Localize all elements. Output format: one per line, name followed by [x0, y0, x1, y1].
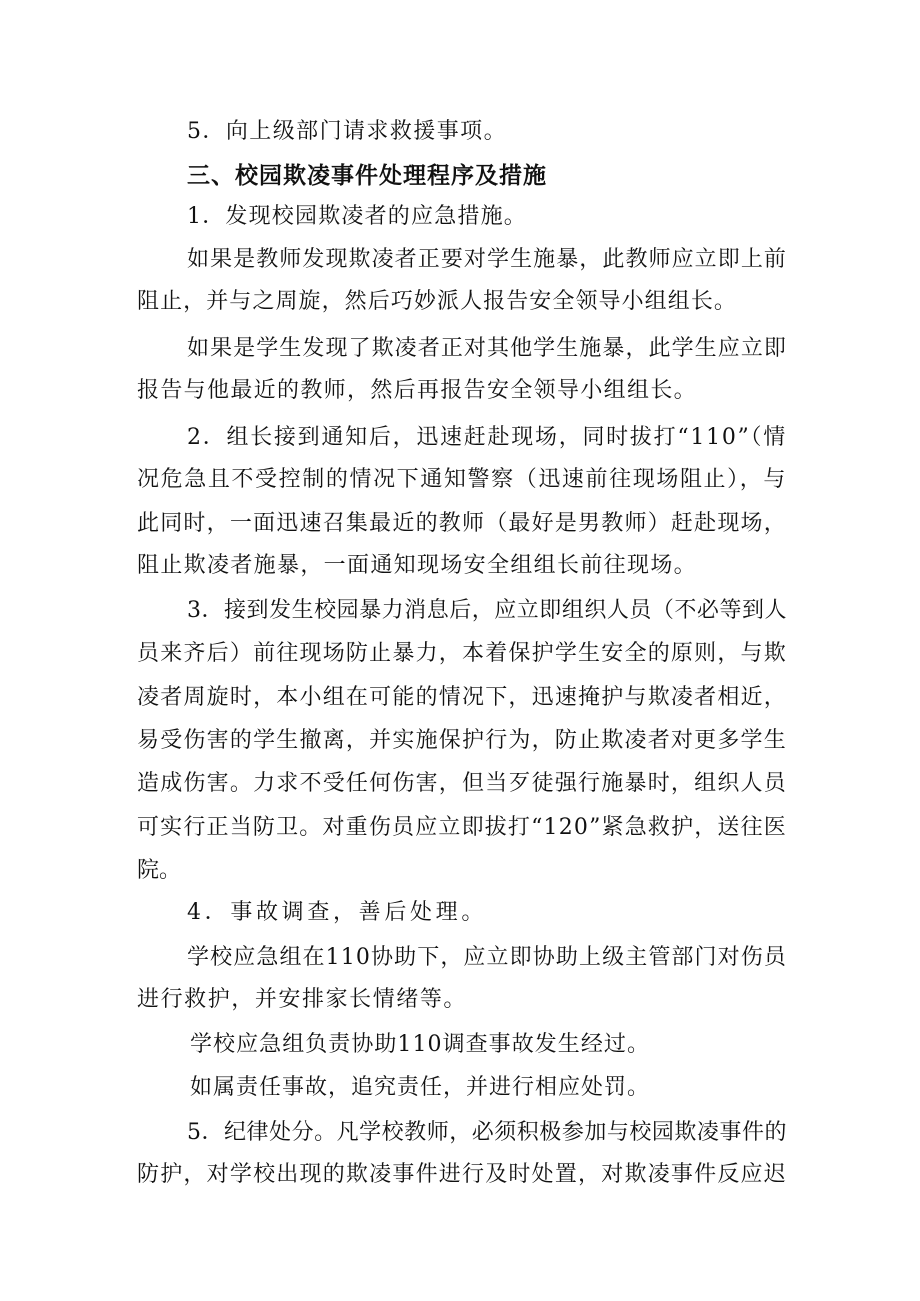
paragraph-line: 2．组长接到通知后，迅速赶赴现场，同时拔打“110”（情: [187, 425, 787, 450]
paragraph-line: 报告与他最近的教师，然后再报告安全领导小组组长。: [137, 378, 697, 403]
paragraph-line: 造成伤害。力求不受任何伤害，但当歹徒强行施暴时，组织人员: [137, 771, 787, 796]
paragraph-line: 院。: [137, 858, 182, 883]
paragraph-line: 凌者周旋时，本小组在可能的情况下，迅速掩护与欺凌者相近，: [137, 685, 787, 710]
paragraph-line: 3．接到发生校园暴力消息后，应立即组织人员（不必等到人: [187, 598, 787, 623]
paragraph-line: 防护，对学校出现的欺凌事件进行及时处置，对欺凌事件反应迟: [137, 1162, 787, 1187]
paragraph-line: 可实行正当防卫。对重伤员应立即拔打“120”紧急救护，送往医: [137, 815, 787, 840]
paragraph-line: 进行救护，并安排家长情绪等。: [137, 987, 467, 1012]
paragraph-line: 况危急且不受控制的情况下通知警察（迅速前往现场阻止），与: [137, 467, 787, 492]
paragraph-line: 员来齐后）前往现场防止暴力，本着保护学生安全的原则，与欺: [137, 641, 787, 666]
paragraph-line: 如果是学生发现了欺凌者正对其他学生施暴，此学生应立即: [187, 336, 787, 361]
section-heading: 三、校园欺凌事件处理程序及措施: [187, 163, 547, 189]
paragraph-line: 如果是教师发现欺凌者正要对学生施暴，此教师应立即上前: [187, 247, 787, 272]
paragraph-line: 如属责任事故，追究责任，并进行相应处罚。: [190, 1075, 650, 1100]
paragraph-line: 阻止欺凌者施暴，一面通知现场安全组组长前往现场。: [137, 553, 697, 578]
paragraph-line: 此同时，一面迅速召集最近的教师（最好是男教师）赶赴现场，: [137, 511, 787, 536]
list-item-request-rescue: 5．向上级部门请求救援事项。: [187, 119, 507, 144]
paragraph-line: 学校应急组负责协助110调查事故发生经过。: [190, 1032, 650, 1057]
paragraph-line: 阻止，并与之周旋，然后巧妙派人报告安全领导小组组长。: [137, 289, 737, 314]
list-item-5-title: 5．纪律处分。凡学校教师，必须积极参加与校园欺凌事件的: [187, 1120, 787, 1145]
list-item-4-title: 4．事故调查，善后处理。: [187, 900, 487, 925]
list-item-1-title: 1．发现校园欺凌者的应急措施。: [187, 204, 527, 229]
paragraph-line: 易受伤害的学生撤离，并实施保护行为，防止欺凌者对更多学生: [137, 728, 787, 753]
paragraph-line: 学校应急组在110协助下，应立即协助上级主管部门对伤员: [187, 945, 787, 970]
